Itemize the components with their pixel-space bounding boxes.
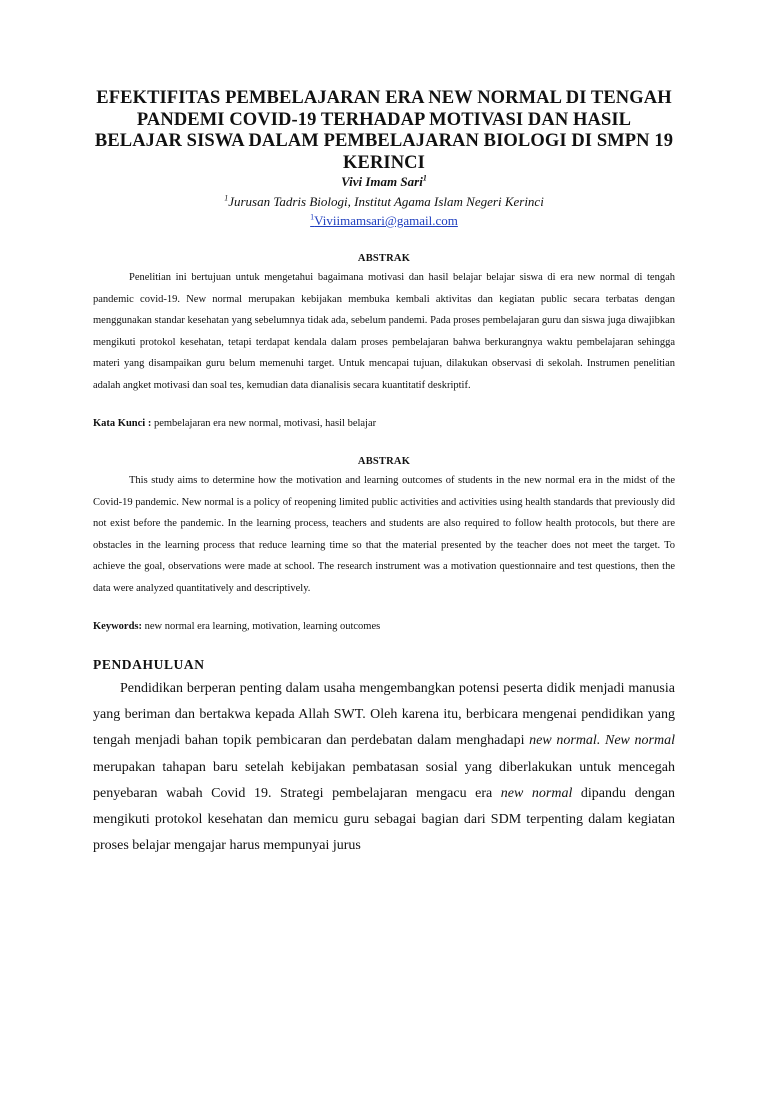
intro-segment-1: Pendidikan berperan penting dalam usaha mengembangkan potensi peserta didik menjadi manusia yang beriman dan bertakwa kepada Allah SWT. Oleh karena itu, berbicara mengenai pendidikan yang tengah menjadi bahan topik pembicaran dan perdebatan dalam menghadapi <box>93 681 675 749</box>
intro-italic-2: new normal <box>500 785 573 801</box>
affiliation-text: Jurusan Tadris Biologi, Institut Agama Islam Negeri Kerinci <box>228 194 544 209</box>
abstract-en-paragraph: This study aims to determine how the motivation and learning outcomes of students in the new normal era in the midst of the Covid-19 pandemic. New normal is a policy of reopening limited public activities and activities using health standards that previously did not exist before the pandemic. In the learning process, teachers and students are also required to follow health protocols, but there are obstacles in the learning process that reduce learning time so that the material presented by the teacher does not meet the target. To achieve the goal, observations were made at school. The research instrument was a motivation questionnaire and test questions, then the data were analyzed quantitatively and descriptively. <box>93 475 675 594</box>
keywords-en <box>93 619 675 635</box>
keywords-en-text: new normal era learning, motivation, learning outcomes <box>142 621 381 632</box>
abstract-en-heading: ABSTRAK <box>357 456 411 467</box>
section-heading-pendahuluan: PENDAHULUAN <box>93 657 205 672</box>
paper-page <box>0 88 768 1112</box>
keywords-id <box>93 416 675 432</box>
email-text: Viviimamsari@gamail.com <box>314 213 458 228</box>
author-email <box>93 212 675 229</box>
author-sup: 1 <box>422 173 427 183</box>
intro-body <box>93 676 675 859</box>
abstract-id-paragraph: Penelitian ini bertujuan untuk mengetahui bagaimana motivasi dan hasil belajar belajar siswa di era new normal di tengah pandemic covid-19. New normal merupakan kebijakan membuka kembali aktivitas dan kegiatan public secara terbatas dengan menggunakan standar kesehatan yang sebelumnya tidak ada, sebelum pandemi. Pada proses pembelajaran guru dan siswa juga diwajibkan mengikuti protokol kesehatan, tetapi terdapat kendala dalam proses pembelajaran bahwa berkurangnya waktu pembelajaran sehingga materi yang disampaikan guru belum memenuhi target. Untuk mencapai tujuan, dilakukan observasi di sekolah. Instrumen penelitian adalah angket motivasi dan soal tes, kemudian data dianalisis secara kuantitatif deskriptif. <box>93 272 675 391</box>
affiliation-sup: 1 <box>224 193 229 203</box>
abstract-id-heading: ABSTRAK <box>357 253 411 264</box>
keywords-id-label: Kata Kunci : <box>93 418 152 429</box>
abstract-id-body <box>93 267 675 396</box>
keywords-en-label: Keywords: <box>93 621 142 632</box>
intro-segment-2: merupakan tahapan baru setelah kebijakan pembatasan sosial yang diberlakukan untuk mencegah penyebaran wabah Covid 19. Strategi pembelajaran mengacu era <box>93 759 675 801</box>
paper-title: EFEKTIFITAS PEMBELAJARAN ERA NEW NORMAL DI TENGAH PANDEMI COVID-19 TERHADAP MOTIVASI DAN HASIL BELAJAR SISWA DALAM PEMBELAJARAN BIOLOGI DI SMPN 19 KERINCI <box>94 88 674 173</box>
intro-paragraph <box>93 676 675 859</box>
email-sup: 1 <box>310 212 315 222</box>
author-affiliation <box>93 193 675 210</box>
keywords-id-text: pembelajaran era new normal, motivasi, hasil belajar <box>151 418 377 429</box>
intro-segment-3: dipandu dengan mengikuti protokol kesehatan dan memicu guru sebagai bagian dari SDM terpenting dalam kegiatan proses belajar mengajar harus mempunyai jurus <box>93 785 676 854</box>
author-name <box>93 174 675 189</box>
abstract-en-body <box>93 470 675 599</box>
intro-italic-1: new normal. New normal <box>529 733 675 749</box>
author-name-text: Vivi Imam Sari <box>341 174 423 189</box>
email-link[interactable] <box>310 213 458 228</box>
